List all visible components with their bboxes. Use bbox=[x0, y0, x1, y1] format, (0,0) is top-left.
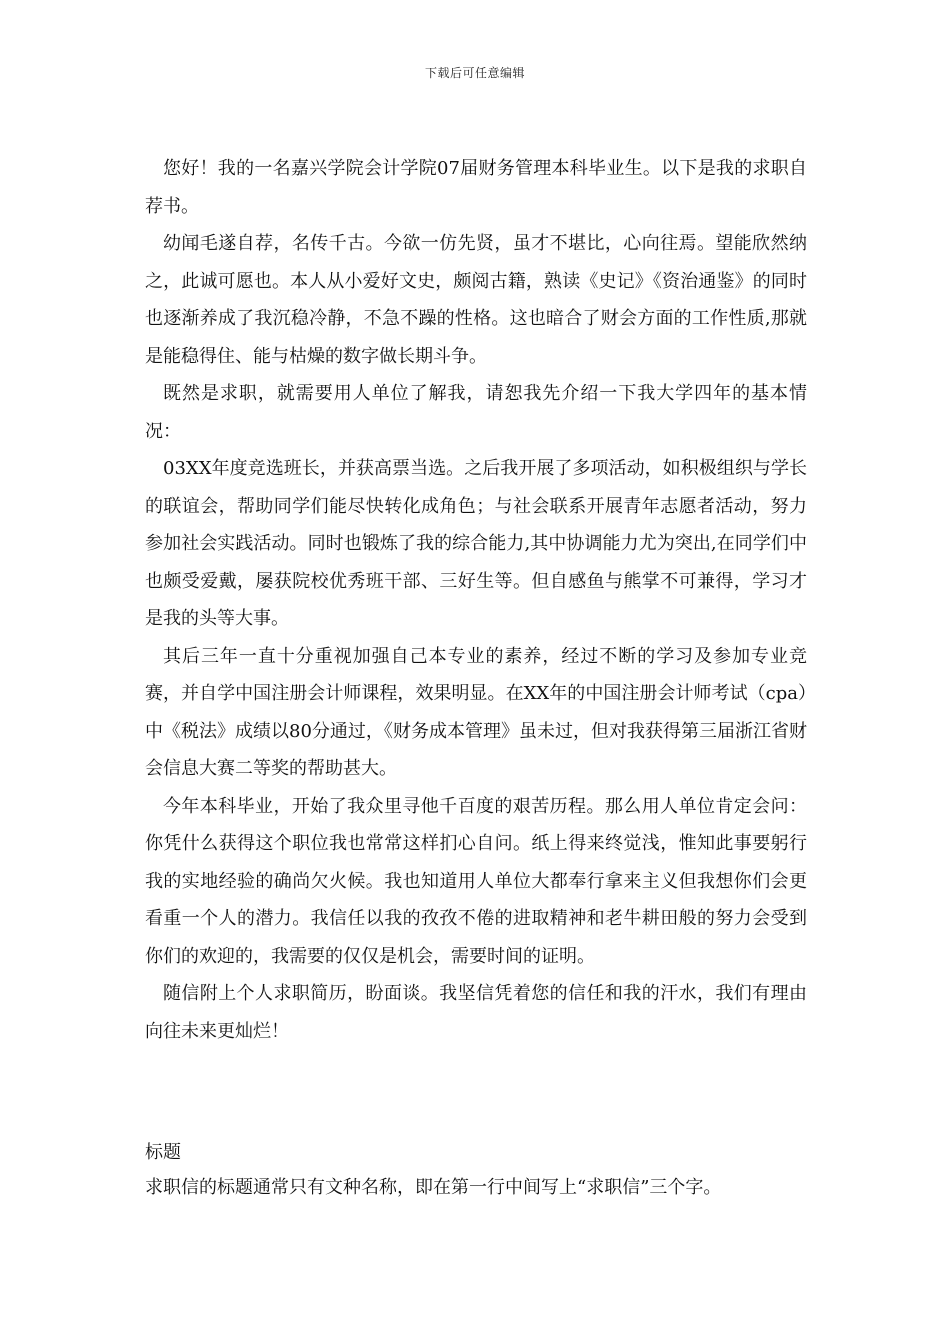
page-header: 下载后可任意编辑 bbox=[424, 66, 525, 80]
note-text: 求职信的标题通常只有文种名称，即在第一行中间写上“求职信”三个字。 bbox=[145, 1177, 722, 1198]
paragraph-study: 其后三年一直十分重视加强自己本专业的素养，经过不断的学习及参加专业竞赛，并自学中国注册会计师课程，效果明显。在XX年的中国注册会计师考试（cpa）中《税法》成绩以80分通过，《财务成本管理》虽未过，但对我获得第三届浙江省财会信息大赛二等奖的帮助甚大。 bbox=[145, 645, 807, 779]
paragraph-class-monitor: 03XX年度竞选班长，并获高票当选。之后我开展了多项活动，如积极组织与学长的联谊会，帮助同学们能尽快转化成角色；与社会联系开展青年志愿者活动，努力参加社会实践活动。同时也锻炼了我的综合能力,其中协调能力尤为突出,在同学们中也颇受爱戴，屡获院校优秀班干部、三好生等。但自感鱼与熊掌不可兼得，学习才是我的头等大事。 bbox=[145, 458, 807, 629]
writing-note bbox=[145, 1135, 807, 1205]
paragraph-introduction: 既然是求职，就需要用人单位了解我，请恕我先介绍一下我大学四年的基本情况： bbox=[145, 383, 807, 442]
letter-body bbox=[145, 150, 807, 1050]
paragraph-greeting: 您好！我的一名嘉兴学院会计学院07届财务管理本科毕业生。以下是我的求职自荐书。 bbox=[145, 158, 807, 217]
paragraph-closing: 随信附上个人求职简历，盼面谈。我坚信凭着您的信任和我的汗水，我们有理由向往未来更灿烂！ bbox=[145, 983, 807, 1042]
note-heading: 标题 bbox=[145, 1142, 181, 1163]
paragraph-job-search: 今年本科毕业，开始了我众里寻他千百度的艰苦历程。那么用人单位肯定会问：你凭什么获得这个职位我也常常这样扪心自问。纸上得来终觉浅，惟知此事要躬行我的实地经验的确尚欠火候。我也知道用人单位大都奉行拿来主义但我想你们会更看重一个人的潜力。我信任以我的孜孜不倦的进取精神和老牛耕田般的努力会受到你们的欢迎的，我需要的仅仅是机会，需要时间的证明。 bbox=[145, 795, 807, 967]
paragraph-self-recommendation: 幼闻毛遂自荐，名传千古。今欲一仿先贤，虽才不堪比，心向往焉。望能欣然纳之，此诚可愿也。本人从小爱好文史，颇阅古籍，熟读《史记》《资治通鉴》的同时也逐渐养成了我沉稳冷静，不急不躁的性格。这也暗合了财会方面的工作性质,那就是能稳得住、能与枯燥的数字做长期斗争。 bbox=[145, 233, 807, 367]
